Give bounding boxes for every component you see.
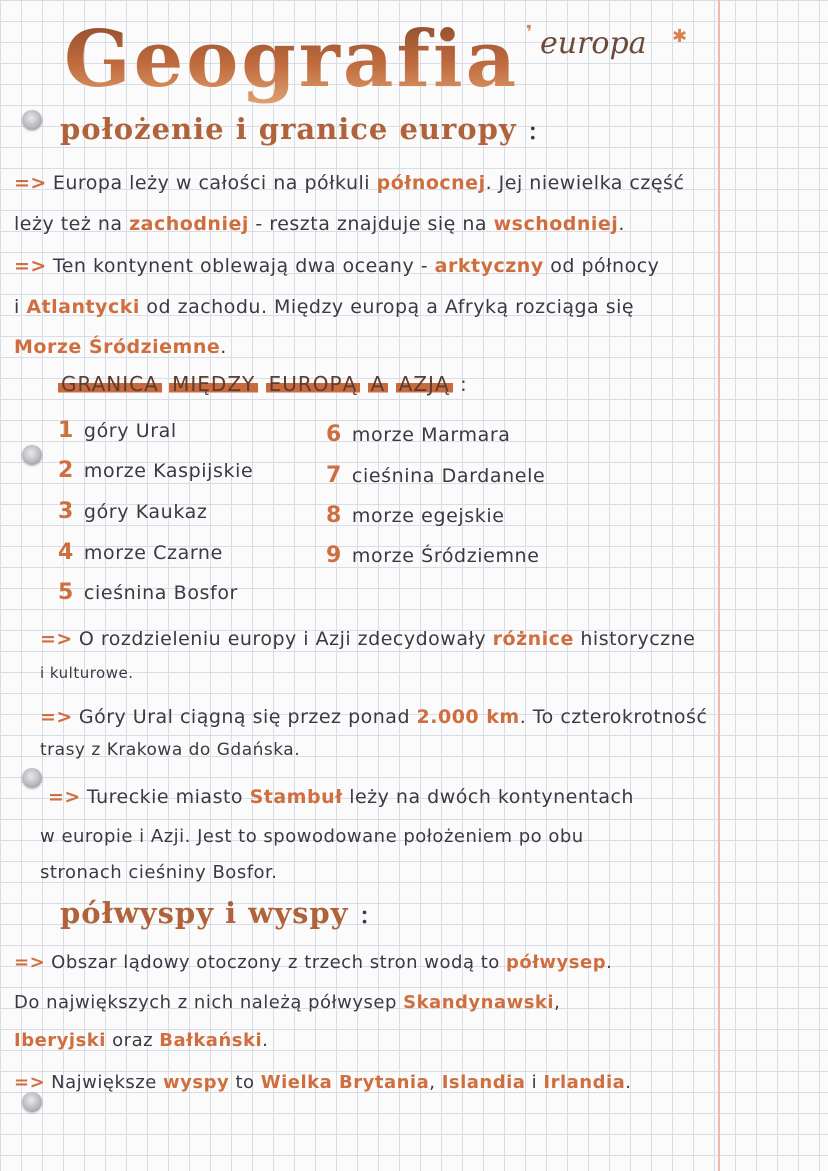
text: od północy (543, 255, 660, 277)
border-heading (58, 372, 468, 396)
text: historyczne (573, 628, 696, 650)
list-item (58, 418, 177, 443)
arrow-icon: => (14, 172, 47, 194)
text: trasy z Krakowa do Gdańska. (40, 740, 301, 760)
highlight-text: wyspy (163, 1072, 230, 1093)
text: i (525, 1072, 544, 1093)
item-text: morze Śródziemne (351, 545, 540, 567)
text: Tureckie miasto (86, 786, 250, 808)
highlight-text: Bałkański (159, 1030, 263, 1051)
list-item (58, 540, 223, 565)
binder-hole-2 (22, 445, 42, 465)
highlight-text: różnice (492, 628, 574, 650)
heading-word: GRANICA (58, 372, 162, 396)
highlight-text: Iberyjski (14, 1030, 106, 1051)
list-item (58, 458, 253, 483)
paragraph-line (14, 255, 659, 277)
highlight-text: Islandia (441, 1072, 526, 1093)
item-number: 6 (326, 422, 342, 447)
text: w europie i Azji. Jest to spowodowane położeniem po obu (40, 826, 584, 847)
paragraph-line (40, 740, 300, 760)
highlight-text: Wielka Brytania (260, 1072, 430, 1093)
arrow-icon: => (40, 706, 73, 728)
highlight-text: półwysep (506, 952, 607, 973)
item-text: góry Ural (83, 420, 177, 442)
text: , (429, 1072, 442, 1093)
item-number: 1 (58, 418, 74, 443)
binder-hole-1 (22, 110, 42, 130)
heading-colon: : (527, 112, 539, 146)
list-item (326, 543, 540, 568)
text: . To czterokrotność (519, 706, 708, 728)
page-subtitle: europa (540, 26, 647, 61)
text: . Jej niewielka część (485, 172, 685, 194)
binder-hole-4 (22, 1092, 42, 1112)
heading-word: MIĘDZY (169, 372, 258, 396)
highlight-text: 2.000 km (416, 706, 520, 728)
page-margin-line (718, 0, 720, 1171)
paragraph-line (40, 628, 695, 650)
binder-hole-3 (22, 768, 42, 788)
arrow-icon: => (48, 786, 81, 808)
heading-word: A (368, 372, 389, 396)
section-heading-text: położenie i granice europy (60, 112, 517, 146)
highlight-text: Stambuł (249, 786, 343, 808)
paragraph-line (40, 826, 584, 847)
list-item (326, 422, 511, 447)
item-number: 3 (58, 499, 74, 524)
text: . (625, 1072, 632, 1093)
text: . (618, 213, 625, 235)
paragraph-line (14, 952, 612, 973)
text: Obszar lądowy otoczony z trzech stron wodą to (51, 952, 506, 973)
list-item (326, 503, 505, 528)
text: od zachodu. Między europą a Afryką rozciąga się (139, 296, 635, 318)
text: Ten kontynent oblewają dwa oceany - (52, 255, 435, 277)
text: i kulturowe. (40, 664, 134, 682)
item-text: cieśnina Dardanele (351, 465, 546, 487)
section-heading-peninsulas (60, 896, 370, 930)
text: - reszta znajduje się na (248, 213, 494, 235)
item-number: 2 (58, 458, 74, 483)
arrow-icon: => (14, 255, 47, 277)
highlight-text: Morze Śródziemne (14, 336, 221, 358)
list-item (58, 499, 207, 524)
text: O rozdzieleniu europy i Azji zdecydowały (78, 628, 493, 650)
paragraph-line (14, 992, 560, 1013)
paragraph-line (40, 706, 707, 728)
text: leży też na (14, 213, 130, 235)
sparkle-icon: ✱ (672, 26, 688, 47)
paragraph-line (14, 1030, 268, 1051)
paragraph-line (14, 296, 634, 318)
paragraph-line (14, 213, 625, 235)
item-text: cieśnina Bosfor (83, 582, 238, 604)
text: i (14, 296, 27, 318)
item-number: 8 (326, 503, 342, 528)
heading-colon: : (460, 372, 468, 396)
paragraph-line (14, 1072, 632, 1093)
item-text: morze Kaspijskie (83, 460, 254, 482)
text: Największe (51, 1072, 164, 1093)
text: stronach cieśniny Bosfor. (40, 862, 278, 883)
list-item (326, 463, 545, 488)
arrow-icon: => (14, 952, 46, 973)
highlight-text: Atlantycki (26, 296, 140, 318)
text: . (220, 336, 227, 358)
item-text: morze Czarne (83, 542, 223, 564)
heading-word: AZJĄ (396, 372, 453, 396)
section-heading-text: półwyspy i wyspy (60, 896, 349, 930)
text: , (554, 992, 561, 1013)
heading-colon: : (359, 896, 371, 930)
arrow-icon: => (40, 628, 73, 650)
paragraph-line (48, 786, 634, 808)
highlight-text: Irlandia (543, 1072, 626, 1093)
sparkle-icon: ❜ (526, 22, 533, 43)
highlight-text: Skandynawski (403, 992, 555, 1013)
item-text: morze egejskie (351, 505, 505, 527)
text: leży na dwóch kontynentach (342, 786, 634, 808)
text: . (262, 1030, 269, 1051)
item-text: góry Kaukaz (83, 501, 208, 523)
text: Europa leży w całości na półkuli (52, 172, 377, 194)
highlight-text: wschodniej (493, 213, 619, 235)
text: . (606, 952, 613, 973)
highlight-text: północnej (376, 172, 486, 194)
item-number: 4 (58, 540, 74, 565)
paragraph-line (40, 862, 278, 883)
item-number: 9 (326, 543, 342, 568)
text: Do największych z nich należą półwysep (14, 992, 404, 1013)
highlight-text: arktyczny (434, 255, 544, 277)
heading-word: EUROPĄ (266, 372, 361, 396)
paragraph-line (14, 336, 227, 358)
page-title: Geografia (64, 14, 520, 105)
item-number: 7 (326, 463, 342, 488)
paragraph-line (40, 664, 134, 682)
text: oraz (105, 1030, 160, 1051)
item-number: 5 (58, 580, 74, 605)
text: to (229, 1072, 261, 1093)
text: Góry Ural ciągną się przez ponad (78, 706, 417, 728)
item-text: morze Marmara (351, 424, 511, 446)
highlight-text: zachodniej (129, 213, 249, 235)
paragraph-line (14, 172, 684, 194)
arrow-icon: => (14, 1072, 46, 1093)
section-heading-location (60, 112, 539, 146)
list-item (58, 580, 238, 605)
